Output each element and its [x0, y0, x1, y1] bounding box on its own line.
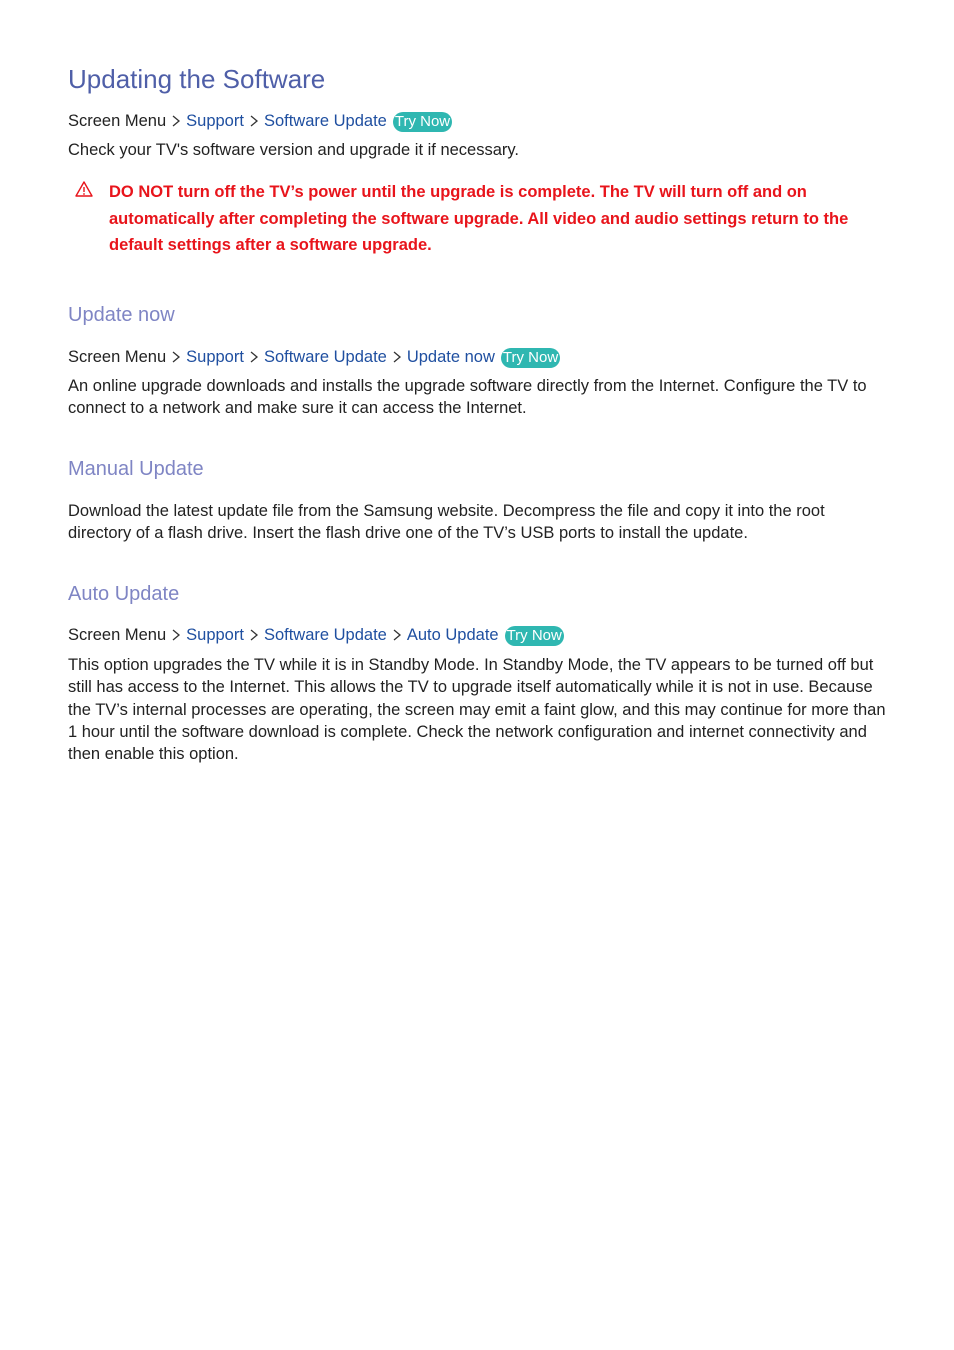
- manual-update-text: Download the latest update file from the Samsung website. Decompress the file and copy it into the root directory of a flash drive. Insert the flash drive one of the TV’s USB ports to install the update.: [68, 502, 825, 543]
- warning-text: DO NOT turn off the TV’s power until the upgrade is complete. The TV will turn off and on automatically after completing the software upgrade. All video and audio settings return to the default settings after a software upgrade.: [109, 183, 849, 254]
- breadcrumb-software-update[interactable]: Software Update: [263, 112, 387, 130]
- section-heading-manual-update: Manual Update: [68, 458, 204, 480]
- page-title: Updating the Software: [68, 64, 326, 94]
- chevron-right-icon: [390, 350, 404, 364]
- breadcrumb-root: Screen Menu: [68, 112, 167, 130]
- breadcrumb-root: Screen Menu: [68, 348, 167, 366]
- chevron-right-icon: [169, 350, 183, 364]
- breadcrumb: [68, 625, 888, 646]
- auto-update-text: This option upgrades the TV while it is in Standby Mode. In Standby Mode, the TV appears to be turned off but still has access to the Internet. This allows the TV to upgrade itself automatically while it is not in use. Because the TV’s internal processes are operating, the screen may emit a faint glow, and this may continue for more than 1 hour until the software download is complete. Check the network configuration and internet connectivity and then enable this option.: [68, 656, 886, 764]
- breadcrumb: [68, 347, 888, 368]
- warning-note: [68, 179, 898, 259]
- chevron-right-icon: [247, 628, 261, 642]
- breadcrumb-update-now[interactable]: Update now: [406, 348, 495, 366]
- chevron-right-icon: [169, 628, 183, 642]
- breadcrumb-support[interactable]: Support: [186, 348, 244, 366]
- chevron-right-icon: [390, 628, 404, 642]
- try-now-button[interactable]: Try Now: [394, 113, 451, 130]
- breadcrumb-auto-update[interactable]: Auto Update: [406, 626, 499, 644]
- breadcrumb-software-update[interactable]: Software Update: [263, 348, 387, 366]
- intro-text: Check your TV's software version and upgrade it if necessary.: [68, 141, 520, 159]
- chevron-right-icon: [169, 114, 183, 128]
- update-now-text: An online upgrade downloads and installs the upgrade software directly from the Internet. Configure the TV to connect to a network and make sure it can access the Internet.: [68, 377, 867, 418]
- try-now-button[interactable]: Try Now: [502, 349, 559, 366]
- breadcrumb-support[interactable]: Support: [186, 626, 244, 644]
- breadcrumb-root: Screen Menu: [68, 626, 167, 644]
- breadcrumb-support[interactable]: Support: [186, 112, 244, 130]
- section-heading-update-now: Update now: [68, 304, 175, 326]
- section-heading-auto-update: Auto Update: [68, 583, 180, 605]
- chevron-right-icon: [247, 350, 261, 364]
- chevron-right-icon: [247, 114, 261, 128]
- breadcrumb: [68, 111, 888, 132]
- try-now-button[interactable]: Try Now: [506, 627, 562, 644]
- breadcrumb-software-update[interactable]: Software Update: [263, 626, 387, 644]
- warning-triangle-icon: [74, 179, 94, 199]
